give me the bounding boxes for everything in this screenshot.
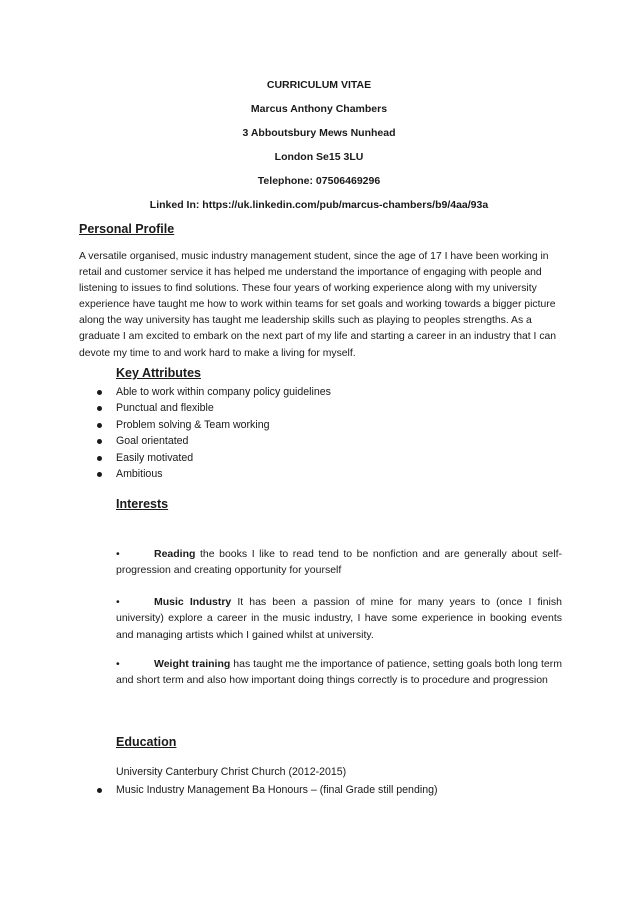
list-item: Able to work within company policy guidelines	[97, 384, 331, 400]
interest-title: Music Industry	[154, 596, 232, 608]
list-item: Ambitious	[97, 466, 331, 482]
list-item: Easily motivated	[97, 450, 331, 466]
education-heading: Education	[116, 735, 177, 749]
education-list	[97, 782, 438, 798]
linkedin-link[interactable]: Linked In: https://uk.linkedin.com/pub/marcus-chambers/b9/4aa/93a	[149, 199, 489, 211]
interest-title: Weight training	[154, 658, 231, 670]
personal-profile-heading: Personal Profile	[79, 222, 175, 236]
interest-weight-training	[116, 656, 562, 689]
interest-music-industry	[116, 594, 562, 643]
list-item: Music Industry Management Ba Honours – (final Grade still pending)	[97, 782, 438, 798]
interest-reading	[116, 546, 562, 579]
bullet: •	[116, 658, 120, 670]
applicant-name: Marcus Anthony Chambers	[250, 103, 388, 115]
list-item: Goal orientated	[97, 433, 331, 449]
list-item: Punctual and flexible	[97, 400, 331, 416]
personal-profile-text: A versatile organised, music industry management student, since the age of 17 I have been working in retail and customer service it has helped me understand the importance of engaging with people and listening to issues to find solutions. These four years of working experience along with my university experience have taught me how to work within teams for set goals and working towards a bigger picture along the way university has taught me leadership skills such as playing to peoples strengths. As a graduate I am excited to embark on the next part of my life and starting a career in an industry that I can devote my time to and work hard to make a living for myself.	[79, 251, 557, 359]
bullet: •	[116, 548, 120, 560]
interest-title: Reading	[154, 548, 196, 560]
interest-text: It has been a passion of mine for many years to (once I finish university) explore a career in the music industry, I have some experience in booking events and managing artists which I gained whilst at university.	[116, 596, 562, 641]
address-line: 3 Abboutsbury Mews Nunhead	[242, 127, 396, 139]
cv-title: CURRICULUM VITAE	[266, 79, 372, 91]
education-institution: University Canterbury Christ Church (2012-2015)	[116, 766, 347, 778]
interests-heading: Interests	[116, 497, 169, 511]
interest-text: has taught me the importance of patience, setting goals both long term and short term and also how important doing things correctly is to procedure and progression	[116, 658, 562, 687]
telephone: Telephone: 07506469296	[257, 175, 381, 187]
key-attributes-heading: Key Attributes	[116, 366, 201, 380]
interest-text: the books I like to read tend to be nonfiction and are generally about self-progression and creating opportunity for yourself	[116, 548, 562, 577]
bullet: •	[116, 596, 120, 608]
city-postcode: London Se15 3LU	[274, 151, 364, 163]
key-attributes-list	[97, 384, 331, 482]
list-item: Problem solving & Team working	[97, 417, 331, 433]
